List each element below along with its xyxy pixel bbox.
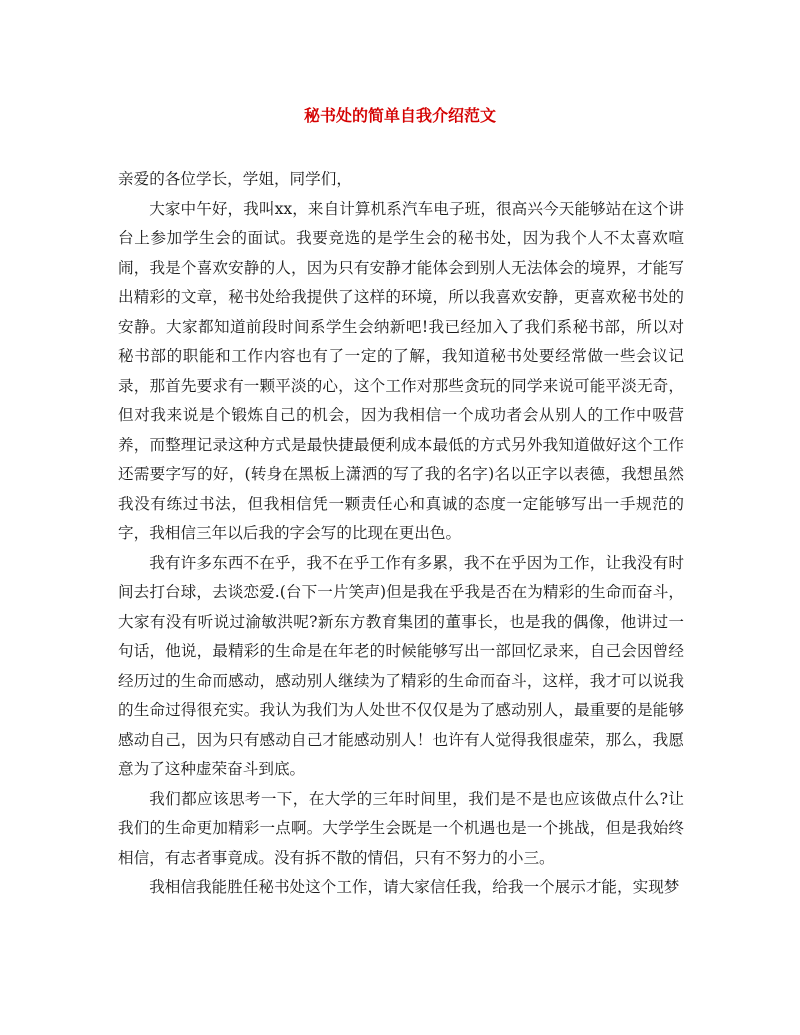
body-paragraph-1: 大家中午好，我叫xx，来自计算机系汽车电子班，很高兴今天能够站在这个讲台上参加学生会的面试。我要竞选的是学生会的秘书处，因为我个人不太喜欢喧闹，我是个喜欢安静的人，因为只有安静才能体会到别人无法体会的境界，才能写出精彩的文章，秘书处给我提供了这样的环境，所以我喜欢安静，更喜欢秘书处的安静。大家都知道前段时间系学生会纳新吧!我已经加入了我们系秘书部，所以对秘书部的职能和工作内容也有了一定的了解，我知道秘书处要经常做一些会议记录，那首先要求有一颗平淡的心，这个工作对那些贪玩的同学来说可能平淡无奇，但对我来说是个锻炼自己的机会，因为我相信一个成功者会从别人的工作中吸营养，而整理记录这种方式是最快捷最便利成本最低的方式另外我知道做好这个工作还需要字写的好，(转身在黑板上潇洒的写了我的名字)名以正字以表德，我想虽然我没有练过书法，但我相信凭一颗责任心和真诚的态度一定能够写出一手规范的字，我相信三年以后我的字会写的比现在更出色。 [118,199,684,542]
greeting-paragraph: 亲爱的各位学长，学姐，同学们， [118,170,352,188]
document-body [118,165,684,903]
body-paragraph-2: 我有许多东西不在乎，我不在乎工作有多累，我不在乎因为工作，让我没有时间去打台球，去谈恋爱.(台下一片笑声)但是我在乎我是否在为精彩的生命而奋斗，大家有没有听说过渝敏洪呢?新东方教育集团的董事长，也是我的偶像，他讲过一句话，他说，最精彩的生命是在年老的时候能够写出一部回忆录来，自己会因曾经经历过的生命而感动，感动别人继续为了精彩的生命而奋斗，这样，我才可以说我的生命过得很充实。我认为我们为人处世不仅仅是为了感动别人，最重要的是能够感动自己，因为只有感动自己才能感动别人！也许有人觉得我很虚荣，那么，我愿意为了这种虚荣奋斗到底。 [118,553,684,778]
body-paragraph-3: 我们都应该思考一下，在大学的三年时间里，我们是不是也应该做点什么?让我们的生命更加精彩一点啊。大学学生会既是一个机遇也是一个挑战，但是我始终相信，有志者事竟成。没有拆不散的情侣，只有不努力的小三。 [118,789,684,867]
document-title: 秘书处的简单自我介绍范文 [303,106,496,125]
body-paragraph-4: 我相信我能胜任秘书处这个工作，请大家信任我，给我一个展示才能，实现梦 [149,878,680,896]
